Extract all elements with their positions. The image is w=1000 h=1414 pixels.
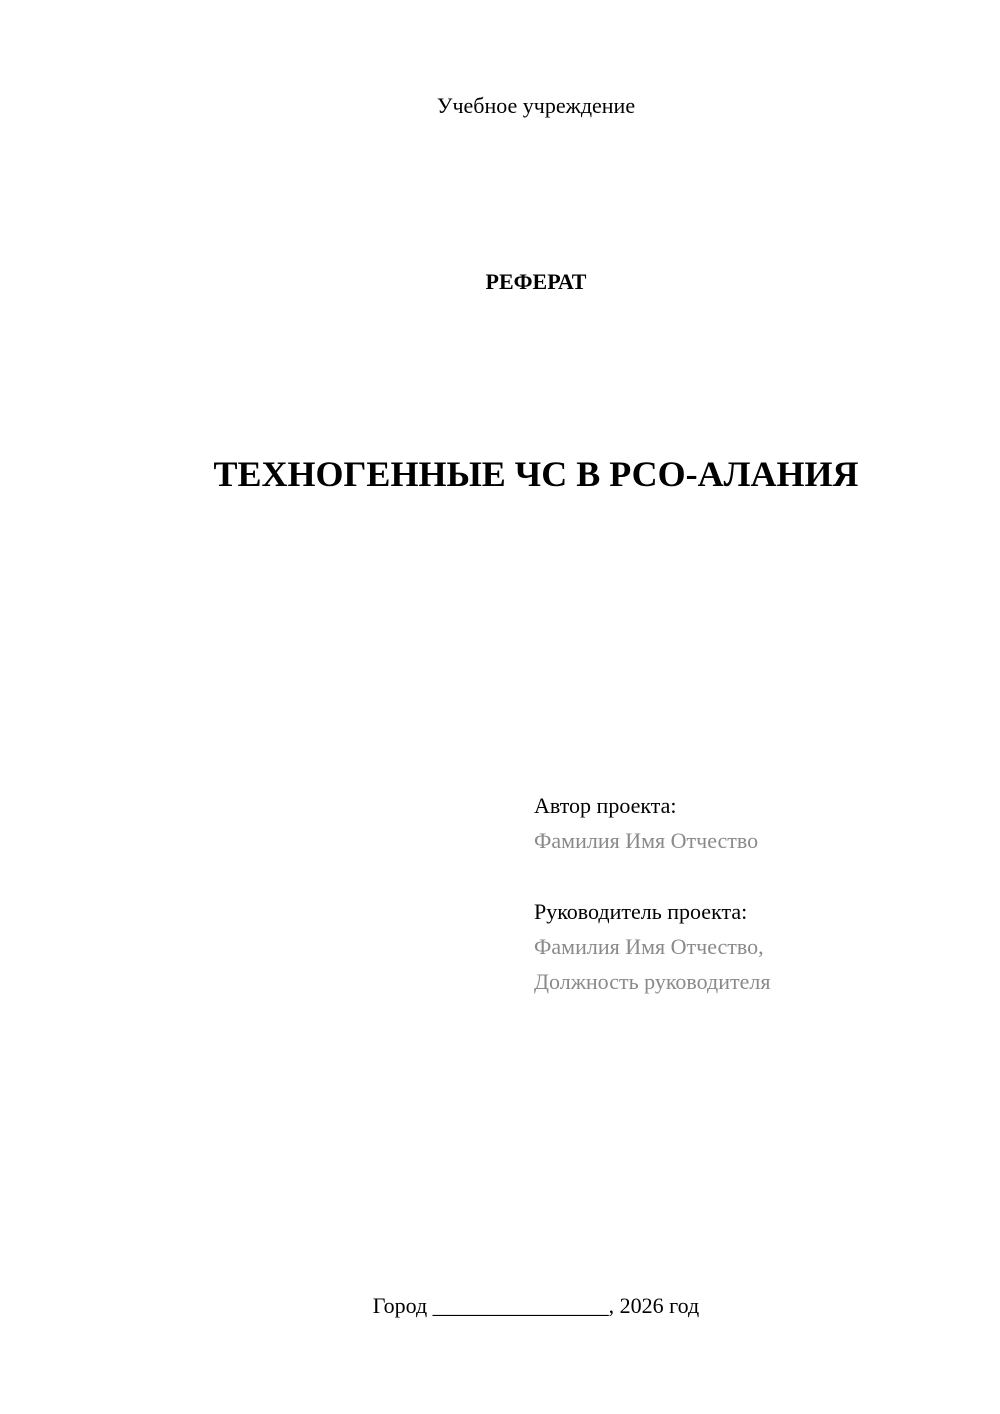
document-type: РЕФЕРАТ bbox=[485, 269, 587, 294]
credits-block bbox=[534, 788, 974, 999]
supervisor-label: Руководитель проекта: bbox=[534, 899, 748, 924]
city-year-line: Город ________________, 2026 год bbox=[372, 1293, 700, 1318]
credits-spacer bbox=[534, 858, 974, 894]
supervisor-name: Фамилия Имя Отчество, bbox=[534, 934, 764, 959]
author-label: Автор проекта: bbox=[534, 793, 677, 818]
supervisor-position: Должность руководителя bbox=[534, 969, 771, 994]
institution-name: Учебное учреждение bbox=[436, 93, 636, 118]
author-name: Фамилия Имя Отчество bbox=[534, 828, 759, 853]
document-title: ТЕХНОГЕННЫЕ ЧС В РСО-АЛАНИЯ bbox=[213, 454, 859, 494]
